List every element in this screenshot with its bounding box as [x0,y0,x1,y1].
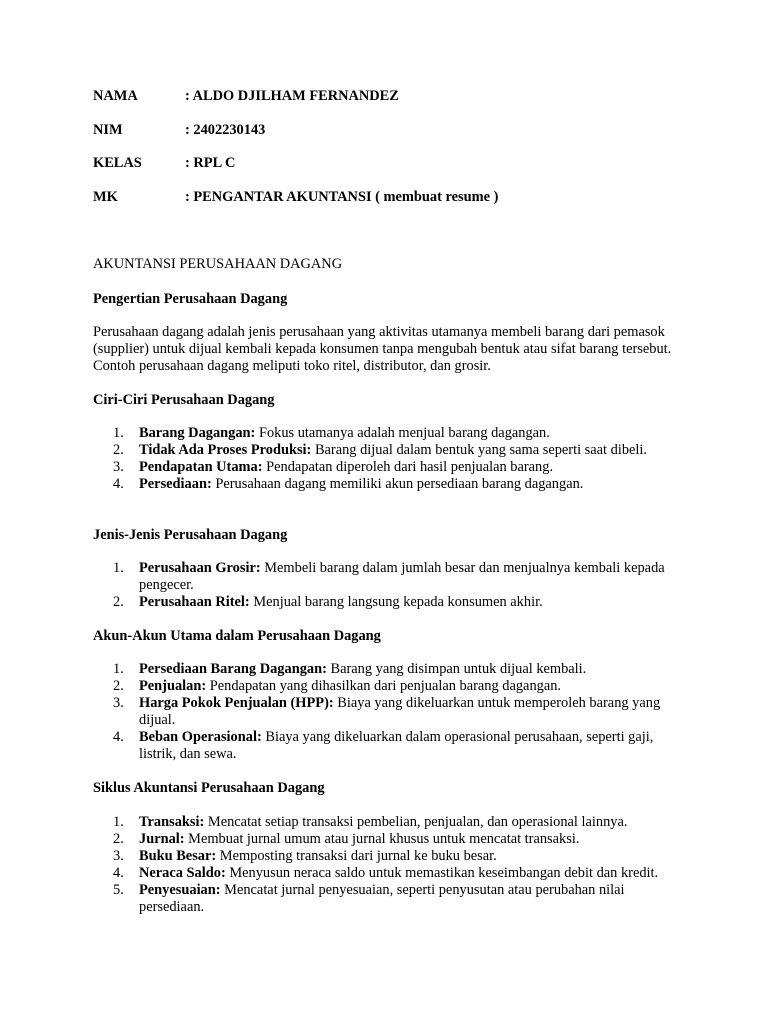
list-item-term: Penyesuaian: [139,882,221,898]
list-item-number: 1. [113,661,124,677]
list-item-number: 4. [113,865,124,881]
list-item-text: Membuat jurnal umum atau jurnal khusus untuk mencatat transaksi. [184,831,580,847]
list-jenis-jenis [93,560,683,611]
info-label: MK [93,189,118,205]
list-item-text: Biaya yang dikeluarkan dalam operasional perusahaan, seperti gaji, listrik, dan sewa. [139,729,654,762]
list-item [93,459,683,476]
list-siklus [93,814,683,916]
list-item [93,814,683,831]
list-item-number: 2. [113,678,124,694]
list-item-term: Neraca Saldo: [139,865,226,881]
list-item-term: Harga Pokok Penjualan (HPP): [139,695,334,711]
list-item-text: Pendapatan yang dihasilkan dari penjualan barang dagangan. [206,678,562,694]
list-item [93,729,683,763]
list-item-term: Barang Dagangan: [139,425,256,441]
list-item-text: Menyusun neraca saldo untuk memastikan keseimbangan debit dan kredit. [225,865,659,881]
info-kelas [93,155,235,172]
list-item-term: Persediaan Barang Dagangan: [139,661,327,677]
list-item-text: Mencatat jurnal penyesuaian, seperti penyusutan atau perubahan nilai persediaan. [139,882,625,915]
info-nim [93,122,265,139]
list-item-term: Transaksi: [139,814,205,830]
list-item-number: 1. [113,560,124,576]
info-label: NAMA [93,88,138,104]
list-item-text: Biaya yang dikeluarkan untuk memperoleh barang yang dijual. [139,695,661,728]
list-item-term: Pendapatan Utama: [139,459,263,475]
info-mk [93,189,498,206]
list-item-number: 2. [113,594,124,610]
section-heading: Siklus Akuntansi Perusahaan Dagang [93,780,325,796]
list-item-number: 5. [113,882,124,898]
list-item [93,882,683,916]
list-item [93,848,683,865]
list-item-number: 3. [113,695,124,711]
section-heading: Pengertian Perusahaan Dagang [93,291,288,307]
info-nama [93,88,399,105]
list-item-term: Perusahaan Grosir: [139,560,261,576]
info-label: NIM [93,122,123,138]
info-value: : PENGANTAR AKUNTANSI ( membuat resume ) [185,189,499,205]
list-item-term: Persediaan: [139,476,212,492]
list-item-text: Membeli barang dalam jumlah besar dan menjualnya kembali kepada pengecer. [139,560,665,593]
list-item [93,865,683,882]
list-item [93,442,683,459]
list-item-term: Jurnal: [139,831,185,847]
list-item-number: 3. [113,848,124,864]
section-heading: Jenis-Jenis Perusahaan Dagang [93,527,288,543]
list-item-text: Menjual barang langsung kepada konsumen akhir. [249,594,543,610]
list-item [93,594,683,611]
section-heading: Ciri-Ciri Perusahaan Dagang [93,392,275,408]
list-item-text: Fokus utamanya adalah menjual barang dagangan. [255,425,550,441]
info-value: : ALDO DJILHAM FERNANDEZ [185,88,399,104]
list-item-text: Barang yang disimpan untuk dijual kembali. [326,661,587,677]
list-item-term: Perusahaan Ritel: [139,594,250,610]
section-paragraph: Perusahaan dagang adalah jenis perusahaan yang aktivitas utamanya membeli barang dari pemasok (supplier) untuk dijual kembali kepada konsumen tanpa mengubah bentuk atau sifat barang tersebut. Contoh perusahaan dagang meliputi toko ritel, distributor, dan grosir. [93,324,672,374]
list-item-term: Tidak Ada Proses Produksi: [139,442,312,458]
list-item-term: Penjualan: [139,678,207,694]
list-item-text: Pendapatan diperoleh dari hasil penjualan barang. [262,459,554,475]
info-value: : RPL C [185,155,236,171]
list-item [93,661,683,678]
document-title: AKUNTANSI PERUSAHAAN DAGANG [93,256,343,272]
list-item-number: 3. [113,459,124,475]
list-item [93,560,683,594]
info-label: KELAS [93,155,142,171]
list-item-text: Barang dijual dalam bentuk yang sama seperti saat dibeli. [311,442,648,458]
list-item-term: Buku Besar: [139,848,217,864]
list-akun-akun [93,661,683,763]
list-item [93,695,683,729]
info-value: : 2402230143 [185,122,266,138]
list-item-term: Beban Operasional: [139,729,262,745]
list-item-number: 1. [113,814,124,830]
list-item-text: Mencatat setiap transaksi pembelian, penjualan, dan operasional lainnya. [204,814,628,830]
list-item [93,476,683,493]
list-item-text: Memposting transaksi dari jurnal ke buku besar. [216,848,497,864]
list-item [93,678,683,695]
section-heading: Akun-Akun Utama dalam Perusahaan Dagang [93,628,381,644]
list-item-number: 2. [113,442,124,458]
list-ciri-ciri [93,425,683,493]
list-item-number: 4. [113,729,124,745]
list-item-text: Perusahaan dagang memiliki akun persediaan barang dagangan. [211,476,584,492]
list-item-number: 1. [113,425,124,441]
list-item-number: 2. [113,831,124,847]
list-item [93,831,683,848]
list-item [93,425,683,442]
list-item-number: 4. [113,476,124,492]
